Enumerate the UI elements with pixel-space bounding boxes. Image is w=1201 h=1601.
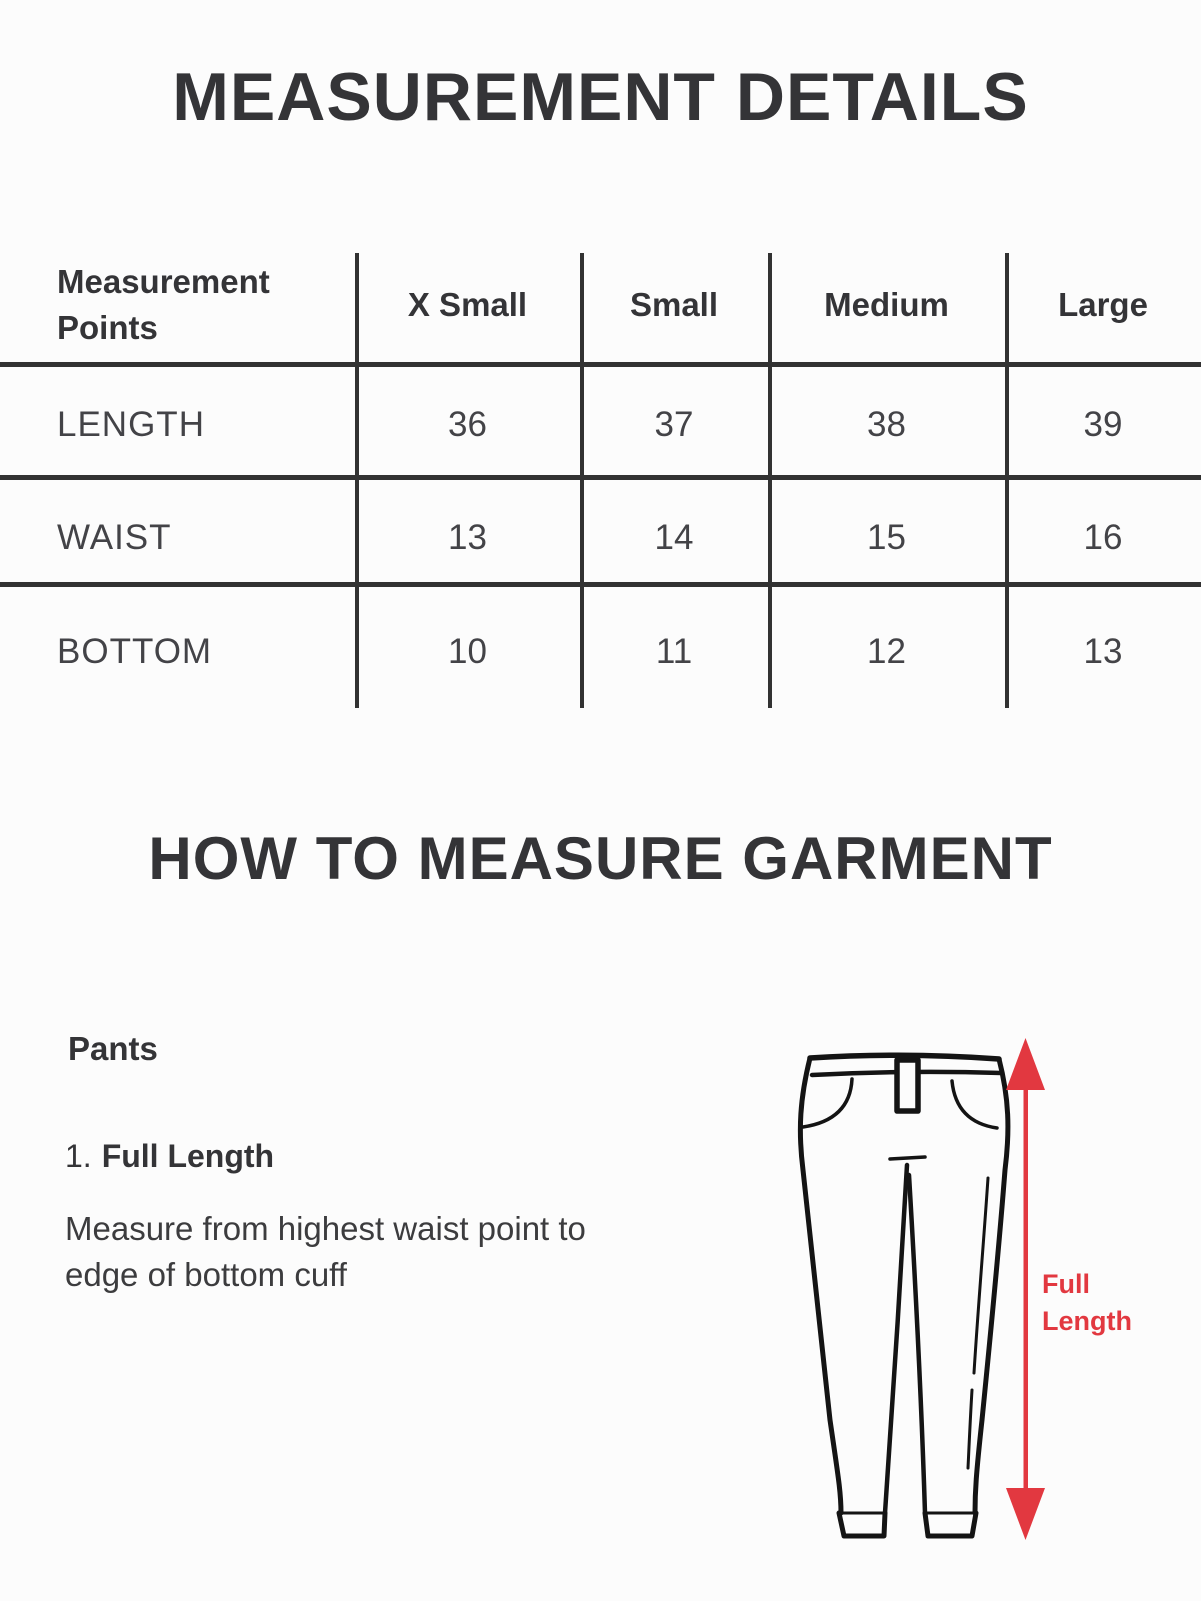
step-name: Full Length <box>101 1138 275 1174</box>
bottom-xsmall: 10 <box>448 631 487 671</box>
page-title: MEASUREMENT DETAILS <box>172 59 1029 135</box>
table-divider-horizontal-2 <box>0 475 1201 480</box>
pants-outline <box>800 1055 1008 1536</box>
table-header-measurement-points: Measurement Points <box>57 262 270 346</box>
table-divider-horizontal-3 <box>0 582 1201 587</box>
full-length-arrow-label: Full Length <box>1042 1269 1132 1336</box>
table-header-xsmall: X Small <box>407 285 528 323</box>
step-title <box>65 1138 274 1175</box>
bottom-medium: 12 <box>867 631 906 671</box>
waist-large: 16 <box>1083 517 1123 557</box>
table-divider-vertical-3 <box>768 253 772 708</box>
waist-small: 14 <box>654 517 694 557</box>
step-number: 1. <box>65 1138 92 1174</box>
step-description: Measure from highest waist point to edge of bottom cuff <box>65 1210 586 1293</box>
table-divider-vertical-4 <box>1005 253 1009 708</box>
length-medium: 38 <box>867 405 906 444</box>
table-header-large: Large <box>1058 285 1148 323</box>
length-xsmall: 36 <box>448 405 487 444</box>
waist-medium: 15 <box>867 517 906 557</box>
length-small: 37 <box>654 405 694 444</box>
waist-xsmall: 13 <box>448 517 487 557</box>
table-divider-vertical-1 <box>355 253 359 708</box>
full-length-arrow <box>1006 1038 1045 1540</box>
row-label-waist: WAIST <box>57 517 172 557</box>
row-label-length: LENGTH <box>57 405 205 444</box>
garment-name: Pants <box>68 1030 158 1067</box>
table-header-small: Small <box>629 285 719 323</box>
length-large: 39 <box>1083 405 1123 444</box>
table-header-medium: Medium <box>824 285 949 323</box>
table-divider-vertical-2 <box>580 253 584 708</box>
section-title: HOW TO MEASURE GARMENT <box>148 825 1053 892</box>
table-divider-horizontal-1 <box>0 362 1201 367</box>
bottom-small: 11 <box>655 631 693 671</box>
bottom-large: 13 <box>1083 631 1123 671</box>
row-label-bottom: BOTTOM <box>57 631 213 671</box>
